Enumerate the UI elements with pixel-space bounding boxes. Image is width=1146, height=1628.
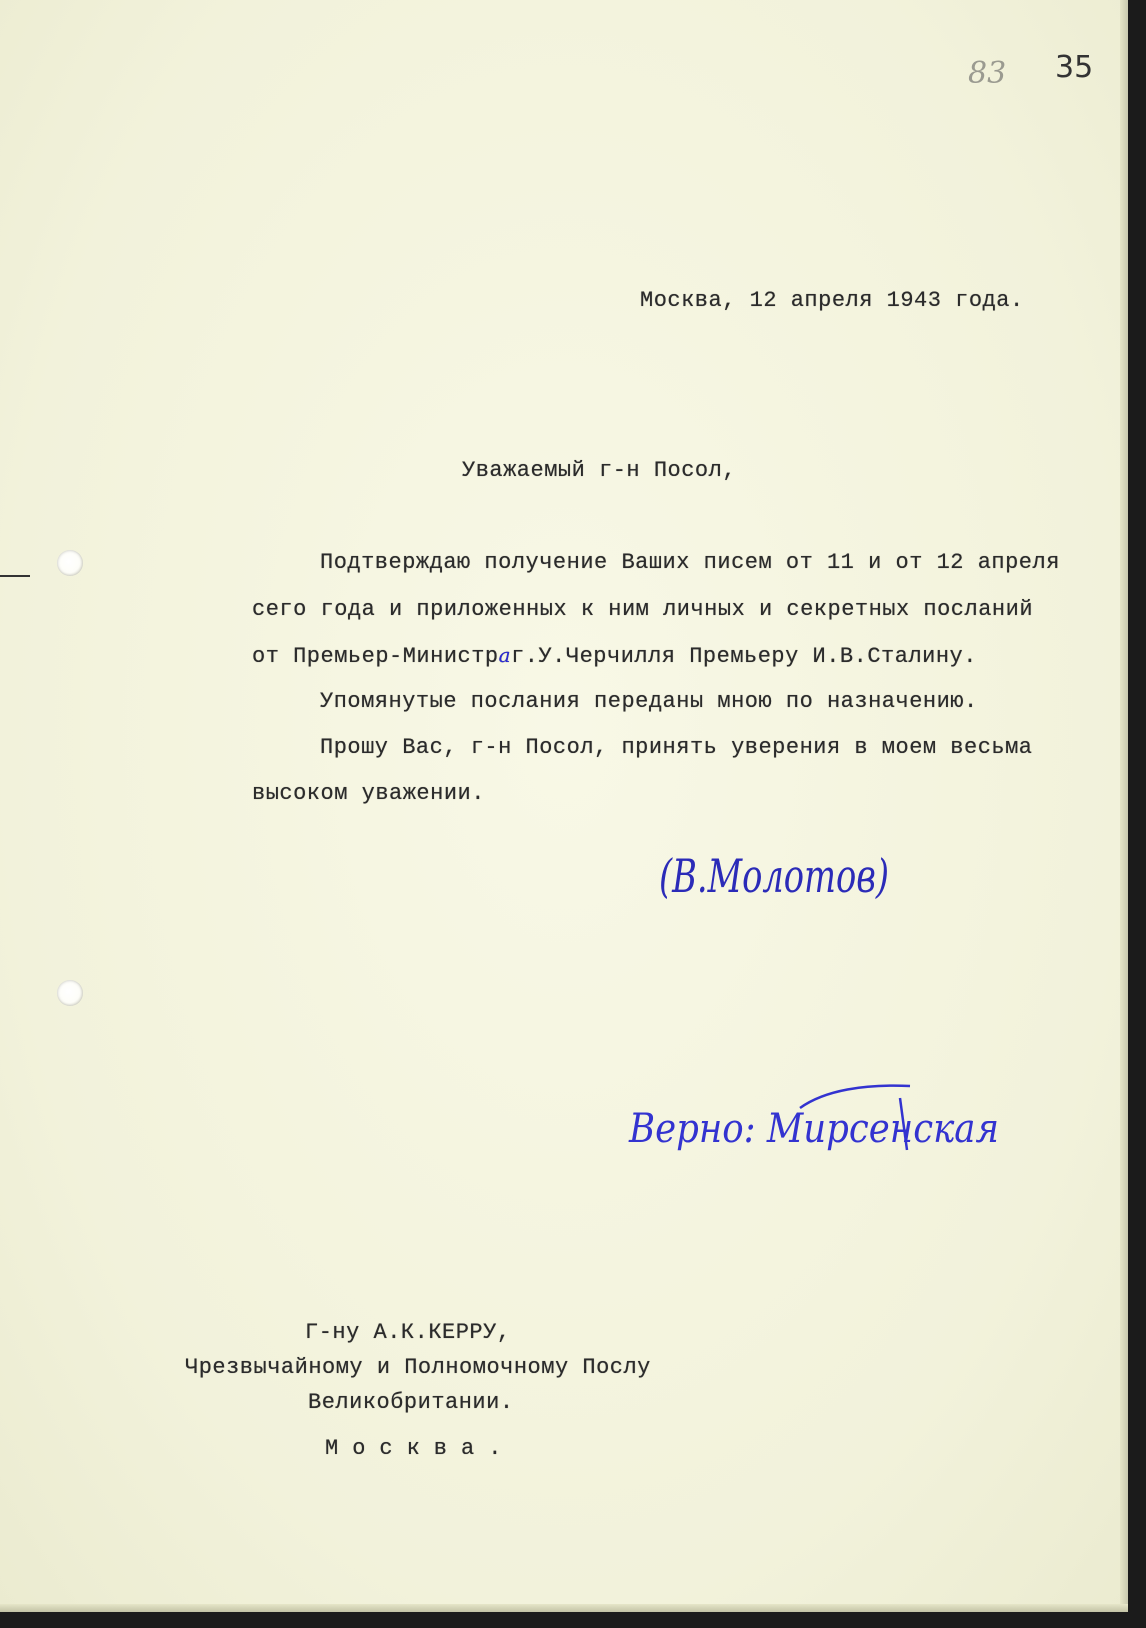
sheet-edge-right xyxy=(1120,0,1128,1612)
sheet-edge-bottom xyxy=(0,1604,1128,1612)
margin-mark xyxy=(0,575,30,577)
punch-hole-bottom xyxy=(57,980,83,1006)
body-line-1: Подтверждаю получение Ваших писем от 11 и от 12 апреля xyxy=(320,550,1060,575)
body-line-3-after: г.У.Черчилля Премьеру И.В.Сталину. xyxy=(511,644,977,669)
body-line-3 xyxy=(252,643,977,669)
body-line-3-before: от Премьер-Министр xyxy=(252,644,499,669)
certified-signature-text: Верно: Мирсенская xyxy=(628,1106,999,1152)
punch-hole-top xyxy=(57,550,83,576)
addressee-line-1: Г-ну А.К.КЕРРУ, xyxy=(305,1320,511,1345)
molotov-signature-text: (В.Молотов) xyxy=(659,849,889,903)
place-date: Москва, 12 апреля 1943 года. xyxy=(640,288,1024,313)
molotov-signature xyxy=(655,840,895,920)
addressee-line-4: Москва. xyxy=(325,1436,516,1461)
closing-line-2: высоком уважении. xyxy=(252,781,485,806)
addressee-line-2: Чрезвычайному и Полномочному Послу xyxy=(185,1355,651,1380)
body-line-2: сего года и приложенных к ним личных и секретных посланий xyxy=(252,597,1034,622)
archive-page-number: 35 xyxy=(1055,50,1094,85)
handwritten-correction: а xyxy=(498,643,512,667)
body-line-4: Упомянутые послания переданы мною по назначению. xyxy=(320,689,978,714)
addressee-line-3: Великобритании. xyxy=(308,1390,514,1415)
salutation: Уважаемый г-н Посол, xyxy=(462,458,737,483)
closing-line-1: Прошу Вас, г-н Посол, принять уверения в моем весьма xyxy=(320,735,1033,760)
archive-pencil-number: 83 xyxy=(968,56,1007,91)
certified-signature xyxy=(625,1070,1015,1180)
